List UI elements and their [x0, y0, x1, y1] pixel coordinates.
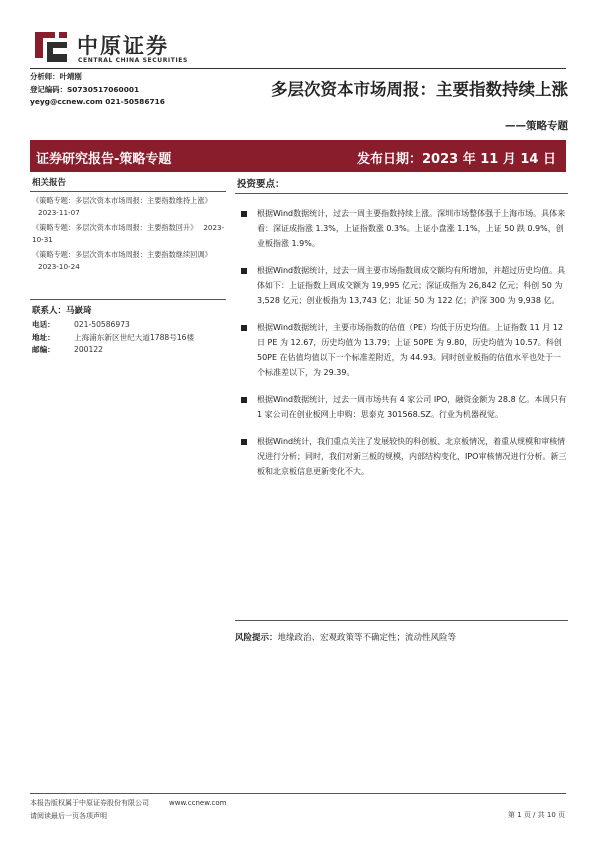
footer-rule	[30, 793, 566, 794]
contact-address-label: 地址：	[32, 332, 55, 342]
contact-phone-label: 电话：	[32, 320, 55, 329]
report-band	[30, 140, 566, 172]
related-reports-list	[30, 192, 226, 273]
key-point-item: 根据Wind数据统计，过去一周主要市场指数周成交额均有所增加，并超过历史均值。具体如下：上证指数上周成交额为 19,995 亿元；深证成指为 26,842 亿元；科创 50 为 3,528 亿元；创业板指为 13,743 亿；北证 50 为 122 亿；沪深 300 为 9,938 亿。	[235, 263, 568, 308]
company-logo	[33, 28, 193, 68]
publish-date: 发布日期：2023 年 11 月 14 日	[357, 152, 556, 167]
risk-text: 地缘政治、宏观政策等不确定性；流动性风险等	[277, 633, 457, 643]
header-rule	[30, 68, 566, 69]
related-report-title: 《策略专题：多层次资本市场周报：主要指数维持上涨》	[32, 196, 212, 205]
analyst-contact: yeyg@ccnew.com 021-50586716	[30, 97, 165, 106]
footer-copyright: 本报告版权属于中原证券股份有限公司	[30, 799, 149, 807]
contact-postcode-value: 200122	[74, 345, 103, 354]
main-content	[235, 174, 568, 491]
related-report-item[interactable]	[30, 222, 226, 246]
contact-address-row	[30, 332, 226, 345]
report-title: 多层次资本市场周报：主要指数持续上涨	[271, 80, 568, 99]
key-point-item: 根据Wind数据统计，过去一周主要指数持续上涨。深圳市场整体强于上海市场。具体来看：深证成指涨 1.3%，上证指数涨 0.3%。上证小盘涨 1.1%，上证 50 跌 0.9%，创业板指涨 1.9%。	[235, 206, 568, 251]
logo-name-cn: 中原证券	[77, 34, 169, 58]
related-reports-heading: 相关报告	[30, 174, 226, 192]
report-type: 证券研究报告-策略专题	[36, 152, 172, 167]
analyst-info	[30, 71, 230, 109]
related-report-date: 2023-11-07	[38, 208, 80, 217]
analyst-reg-code: 登记编码：S0730517060001	[30, 84, 140, 94]
page-number: 第 1 页 / 共 10 页	[507, 811, 565, 819]
key-point-item: 根据Wind统计，我们重点关注了发展较快的科创板、北京板情况，着重从规模和审核情况进行分析；同时，我们对新三板的规模，内部结构变化，IPO审核情况进行分析。新三板和北京板信息更新变化不大。	[235, 434, 568, 479]
key-points-heading: 投资要点：	[235, 174, 568, 194]
sidebar	[30, 174, 226, 357]
footer-notice	[30, 797, 226, 823]
related-report-date: 2023-10-24	[38, 262, 80, 271]
contact-postcode-row	[30, 344, 226, 357]
key-points-list	[235, 206, 568, 479]
risk-label: 风险提示：	[235, 633, 278, 643]
contact-person: 联系人：马嶔琦	[30, 299, 226, 319]
logo-name-en: CENTRAL CHINA SECURITIES	[78, 57, 188, 64]
footer-website-link[interactable]: www.ccnew.com	[169, 799, 227, 807]
related-report-date: 2023-10-31	[32, 223, 225, 244]
logo-mark-icon	[33, 28, 69, 64]
contact-phone-value: 021-50586973	[74, 320, 130, 329]
contact-address-value: 上海浦东新区世纪大道1788号16楼	[74, 332, 195, 342]
key-point-item: 根据Wind数据统计，主要市场指数的估值（PE）均低于历史均值。上证指数 11 月 12 日 PE 为 12.67，历史均值为 13.79；上证 50PE 为 9.80，历史均值为 10.57。科创 50PE 在估值均值以下一个标准差附近，为 44.93。同时创业板指的估值水平也处于一个标准差以下，为 29.39。	[235, 320, 568, 380]
related-report-title: 《策略专题：多层次资本市场周报：主要指数回升》	[32, 223, 198, 232]
risk-warning	[235, 620, 568, 643]
report-subtitle: ——策略专题	[505, 120, 568, 132]
related-report-item[interactable]	[30, 249, 226, 273]
key-point-item: 根据Wind数据统计，过去一周市场共有 4 家公司 IPO，融资金额为 28.8 亿。本周只有 1 家公司在创业板网上申购：思泰克 301568.SZ。行业为机器视觉。	[235, 392, 568, 422]
related-report-title: 《策略专题：多层次资本市场周报：主要指数继续回调》	[32, 250, 212, 259]
contact-block	[30, 299, 226, 357]
analyst-name: 分析师：叶靖刚	[30, 72, 82, 81]
footer-disclaimer: 请阅读最后一页各项声明	[30, 812, 107, 820]
related-report-item[interactable]	[30, 195, 226, 219]
contact-phone-row	[30, 319, 226, 332]
contact-postcode-label: 邮编：	[32, 345, 55, 354]
